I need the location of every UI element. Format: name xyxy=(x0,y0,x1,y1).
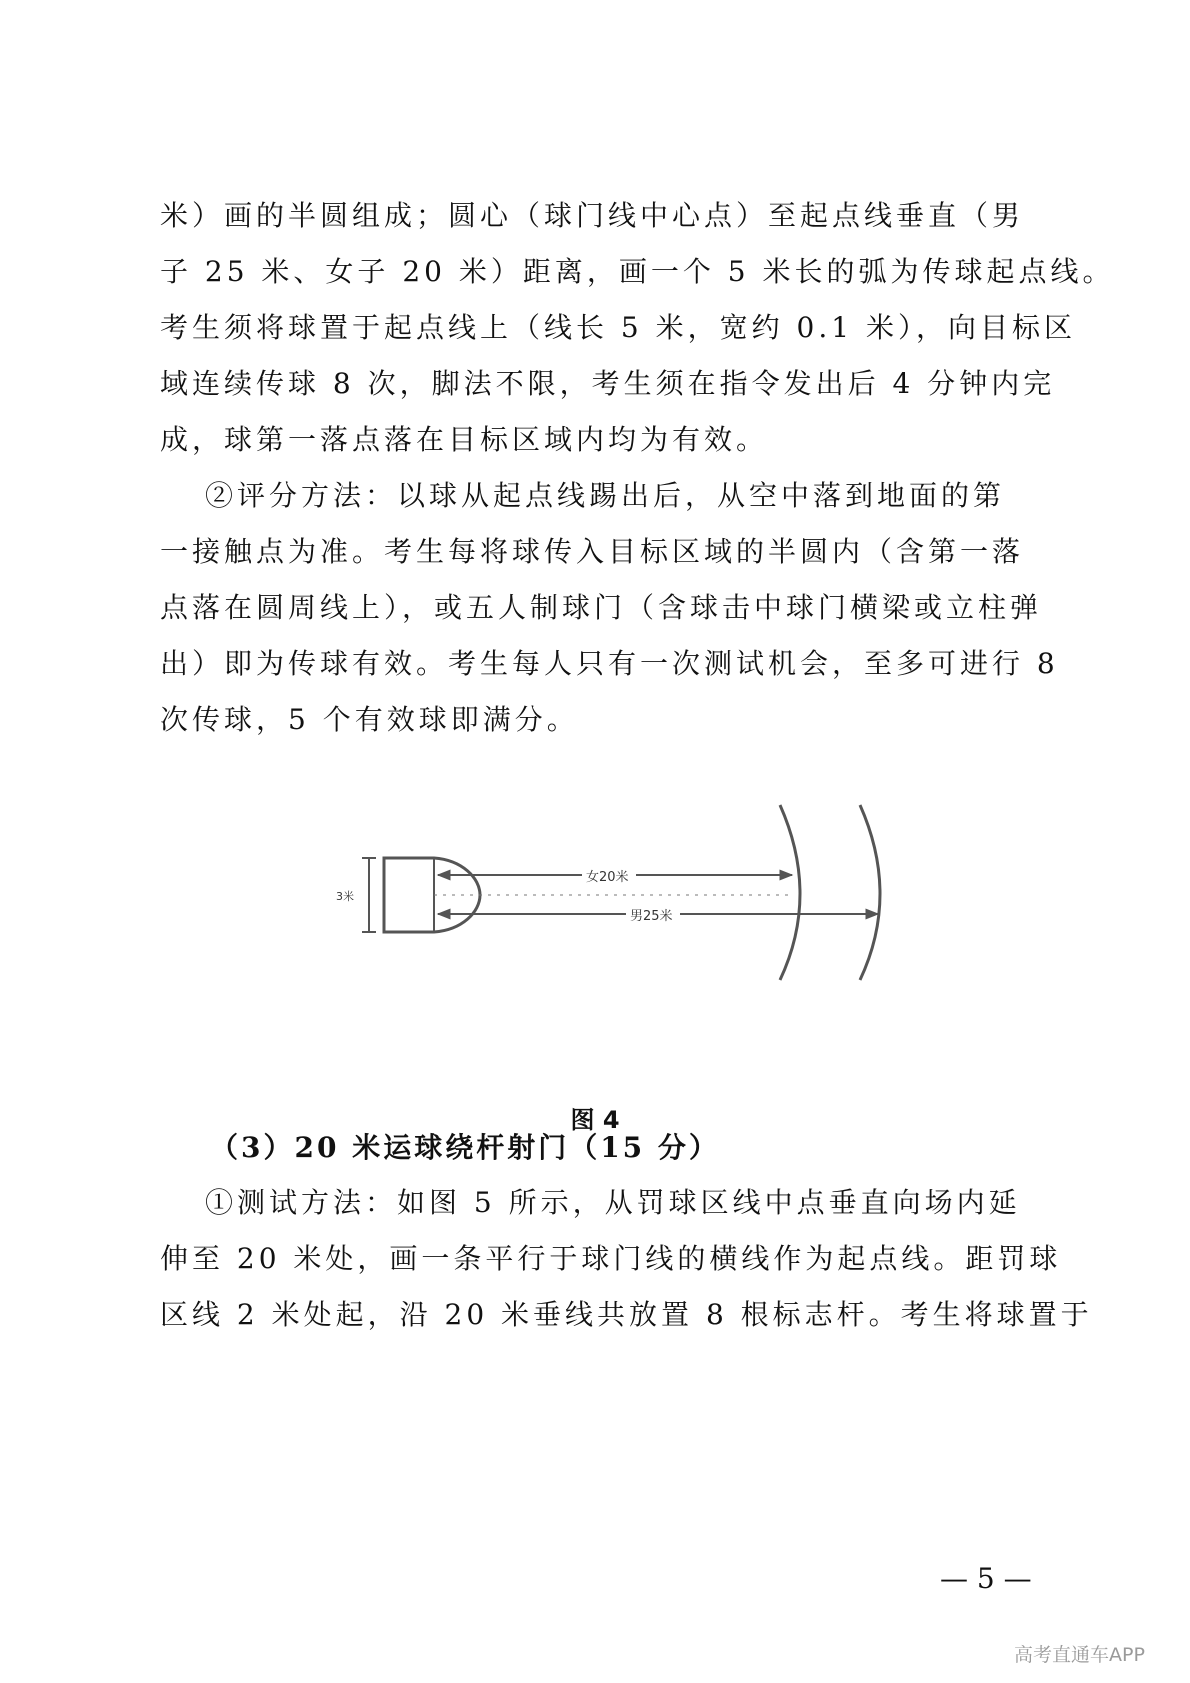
paragraph-line: 出）即为传球有效。考生每人只有一次测试机会，至多可进行 8 xyxy=(160,647,1059,680)
paragraph-line: 考生须将球置于起点线上（线长 5 米，宽约 0.1 米），向目标区 xyxy=(160,311,1076,344)
paragraph-line: ②评分方法：以球从起点线踢出后，从空中落到地面的第 xyxy=(205,479,1006,512)
figure-caption: 图 4 xyxy=(570,1106,620,1134)
section-heading: （3）20 米运球绕杆射门（15 分） xyxy=(210,1131,720,1164)
paragraph-line: 伸至 20 米处，画一条平行于球门线的横线作为起点线。距罚球 xyxy=(160,1242,1062,1275)
paragraph-line: 子 25 米、女子 20 米）距离，画一个 5 米长的弧为传球起点线。 xyxy=(160,255,1115,288)
field-diagram-svg xyxy=(336,860,910,1050)
female-start-arc xyxy=(780,805,800,980)
male-start-arc xyxy=(860,805,880,980)
figure-4-diagram xyxy=(336,860,910,1054)
female-distance-label: 女20米 xyxy=(586,870,629,885)
width-label: 3米 xyxy=(336,890,354,903)
paragraph-line: 点落在圆周线上），或五人制球门（含球击中球门横梁或立柱弹 xyxy=(160,591,1043,624)
paragraph-line: 次传球，5 个有效球即满分。 xyxy=(160,703,579,736)
page-number: — 5 — xyxy=(940,1562,1032,1595)
male-distance-label: 男25米 xyxy=(630,909,673,924)
paragraph-line: 成，球第一落点落在目标区域内均为有效。 xyxy=(160,423,769,456)
paragraph-line: 米）画的半圆组成；圆心（球门线中心点）至起点线垂直（男 xyxy=(160,199,1025,232)
paragraph-line: 区线 2 米处起，沿 20 米垂线共放置 8 根标志杆。考生将球置于 xyxy=(160,1298,1093,1331)
paragraph-line: ①测试方法：如图 5 所示，从罚球区线中点垂直向场内延 xyxy=(205,1186,1021,1219)
paragraph-line: 域连续传球 8 次，脚法不限，考生须在指令发出后 4 分钟内完 xyxy=(160,367,1056,400)
watermark-text: 高考直通车APP xyxy=(1014,1644,1145,1666)
target-area xyxy=(384,858,480,932)
paragraph-line: 一接触点为准。考生每将球传入目标区域的半圆内（含第一落 xyxy=(160,535,1025,568)
